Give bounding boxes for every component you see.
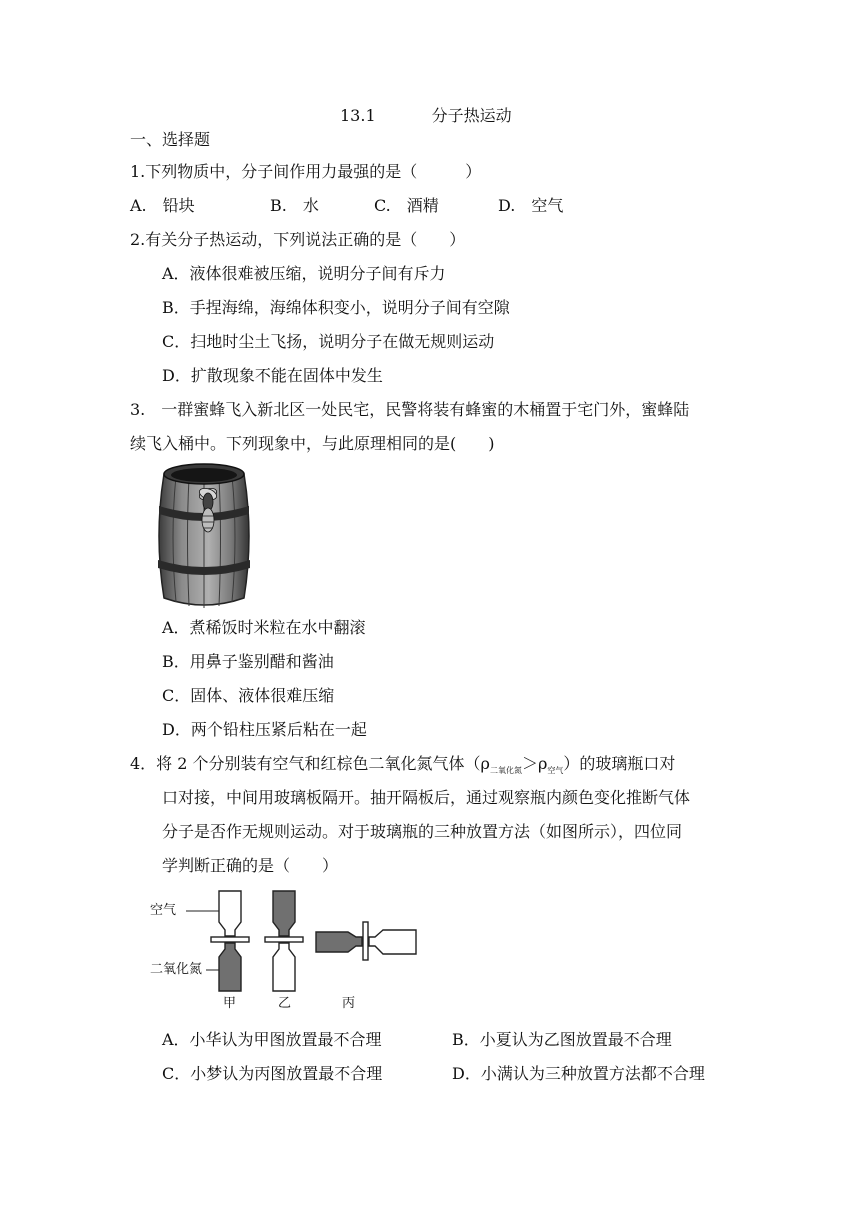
jia-top-bottle <box>219 891 241 936</box>
yi-plate <box>265 937 303 942</box>
q2-option-b: B．手捏海绵，海绵体积变小，说明分子间有空隙 <box>162 298 510 317</box>
label-no2: 二氧化氮 <box>150 962 203 977</box>
q3-option-a: A．煮稀饭时米粒在水中翻滚 <box>162 618 366 637</box>
q3-stem-line2: 续飞入桶中。下列现象中，与此原理相同的是( ) <box>130 434 495 453</box>
jia-plate <box>211 937 249 942</box>
q2-stem: 2.有关分子热运动，下列说法正确的是（ ） <box>130 230 466 249</box>
q4-stem-line1-a: 4．将 2 个分别装有空气和红棕色二氧化氮气体（ρ <box>130 754 490 773</box>
bing-right-bottle <box>369 930 416 954</box>
q1-stem: 1.下列物质中，分子间作用力最强的是（ ） <box>130 162 482 181</box>
q1-option-d: D. 空气 <box>498 196 564 215</box>
bottle-set-bing <box>316 922 416 960</box>
q4-subscript-air: 空气 <box>547 766 564 775</box>
q4-option-a: A．小华认为甲图放置最不合理 <box>162 1030 382 1049</box>
q4-stem-line2: 口对接，中间用玻璃板隔开。抽开隔板后，通过观察瓶内颜色变化推断气体 <box>162 788 691 807</box>
label-yi: 乙 <box>278 996 292 1011</box>
q4-stem-line1 <box>130 754 675 781</box>
q1-option-c: C. 酒精 <box>374 196 439 215</box>
q2-option-c: C．扫地时尘土飞扬，说明分子在做无规则运动 <box>162 332 495 351</box>
q4-gt: ＞ρ <box>521 754 548 773</box>
title-number: 13.1 <box>340 106 376 125</box>
q2-option-d: D．扩散现象不能在固体中发生 <box>162 366 383 385</box>
q1-option-a: A. 铅块 <box>130 196 195 215</box>
label-jia: 甲 <box>223 996 237 1011</box>
label-air: 空气 <box>150 903 177 918</box>
q3-option-b: B．用鼻子鉴别醋和酱油 <box>162 652 334 671</box>
q4-stem-line1-b: ）的玻璃瓶口对 <box>563 754 676 773</box>
jia-bottom-bottle <box>219 943 241 991</box>
bing-plate <box>363 922 368 960</box>
bing-left-bottle <box>316 932 362 952</box>
honey-barrel-figure <box>154 462 254 610</box>
q4-option-b: B．小夏认为乙图放置最不合理 <box>452 1030 672 1049</box>
section-heading: 一、选择题 <box>130 130 211 149</box>
honey-surface <box>171 468 237 482</box>
yi-bottom-bottle <box>273 943 295 991</box>
q4-stem-line3: 分子是否作无规则运动。对于玻璃瓶的三种放置方法（如图所示），四位同 <box>162 822 683 841</box>
yi-top-bottle <box>273 891 295 936</box>
q4-stem-line4: 学判断正确的是（ ） <box>162 856 339 875</box>
q2-option-a: A．液体很难被压缩，说明分子间有斥力 <box>162 264 446 283</box>
q4-option-d: D．小满认为三种放置方法都不合理 <box>452 1064 705 1083</box>
bottles-figure <box>150 884 430 1014</box>
q3-option-c: C．固体、液体很难压缩 <box>162 686 335 705</box>
bottle-set-yi <box>265 891 303 991</box>
q3-option-d: D．两个铅柱压紧后粘在一起 <box>162 720 367 739</box>
q3-stem-line1: 3. 一群蜜蜂飞入新北区一处民宅，民警将装有蜂蜜的木桶置于宅门外，蜜蜂陆 <box>130 400 690 419</box>
page-title <box>340 106 512 126</box>
label-bing: 丙 <box>342 996 356 1011</box>
q4-subscript-no2: 二氧化氮 <box>489 766 522 775</box>
q1-option-b: B. 水 <box>270 196 319 215</box>
q4-option-c: C．小梦认为丙图放置最不合理 <box>162 1064 383 1083</box>
title-text: 分子热运动 <box>431 106 512 125</box>
